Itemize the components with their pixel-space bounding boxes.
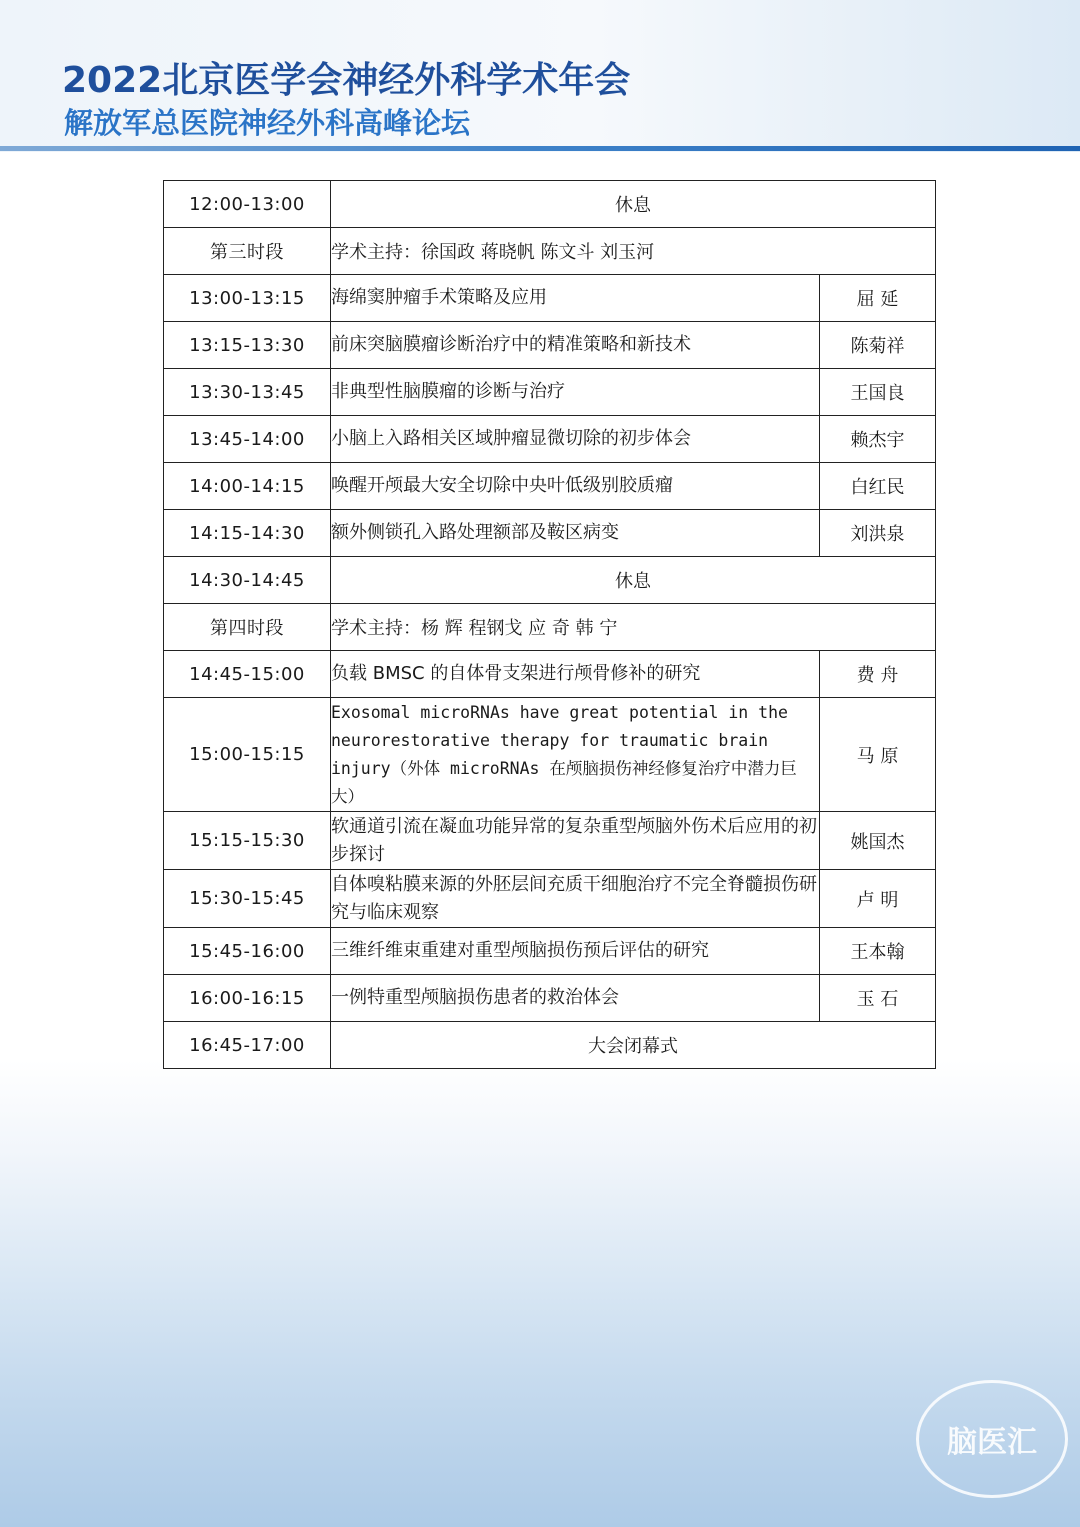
speaker-name: 赖杰宇 bbox=[820, 416, 936, 463]
break-label: 休息 bbox=[331, 557, 936, 604]
table-row bbox=[164, 870, 936, 928]
break-label: 休息 bbox=[331, 181, 936, 228]
session-time: 16:00-16:15 bbox=[164, 975, 331, 1022]
speaker-name: 白红民 bbox=[820, 463, 936, 510]
talk-topic: 一例特重型颅脑损伤患者的救治体会 bbox=[331, 975, 820, 1022]
session-block-label: 第四时段 bbox=[164, 604, 331, 651]
session-hosts: 学术主持：徐国政 蒋晓帆 陈文斗 刘玉河 bbox=[331, 228, 936, 275]
table-row bbox=[164, 275, 936, 322]
page-header bbox=[0, 0, 1080, 152]
session-time: 16:45-17:00 bbox=[164, 1022, 331, 1069]
session-time: 14:15-14:30 bbox=[164, 510, 331, 557]
session-block-label: 第三时段 bbox=[164, 228, 331, 275]
session-time: 14:45-15:00 bbox=[164, 651, 331, 698]
speaker-name: 马 原 bbox=[820, 698, 936, 812]
session-time: 12:00-13:00 bbox=[164, 181, 331, 228]
talk-topic: 额外侧锁孔入路处理额部及鞍区病变 bbox=[331, 510, 820, 557]
talk-topic: 小脑上入路相关区域肿瘤显微切除的初步体会 bbox=[331, 416, 820, 463]
table-row bbox=[164, 975, 936, 1022]
table-row bbox=[164, 1022, 936, 1069]
session-time: 14:00-14:15 bbox=[164, 463, 331, 510]
page-title: 2022北京医学会神经外科学术年会 bbox=[62, 60, 631, 101]
table-row bbox=[164, 228, 936, 275]
speaker-name: 王国良 bbox=[820, 369, 936, 416]
closing-ceremony-label: 大会闭幕式 bbox=[331, 1022, 936, 1069]
talk-topic: 软通道引流在凝血功能异常的复杂重型颅脑外伤术后应用的初步探讨 bbox=[331, 812, 820, 870]
session-time: 15:45-16:00 bbox=[164, 928, 331, 975]
session-time: 13:00-13:15 bbox=[164, 275, 331, 322]
speaker-name: 姚国杰 bbox=[820, 812, 936, 870]
page-subtitle: 解放军总医院神经外科高峰论坛 bbox=[64, 106, 471, 140]
speaker-name: 陈菊祥 bbox=[820, 322, 936, 369]
schedule-table bbox=[163, 180, 936, 1069]
watermark-logo: 脑医汇 bbox=[916, 1380, 1068, 1498]
session-time: 14:30-14:45 bbox=[164, 557, 331, 604]
speaker-name: 玉 石 bbox=[820, 975, 936, 1022]
table-row bbox=[164, 812, 936, 870]
speaker-name: 刘洪泉 bbox=[820, 510, 936, 557]
talk-topic: 前床突脑膜瘤诊断治疗中的精准策略和新技术 bbox=[331, 322, 820, 369]
table-row bbox=[164, 322, 936, 369]
table-row bbox=[164, 698, 936, 812]
table-row bbox=[164, 181, 936, 228]
talk-topic: 海绵窦肿瘤手术策略及应用 bbox=[331, 275, 820, 322]
table-row bbox=[164, 510, 936, 557]
table-row bbox=[164, 604, 936, 651]
speaker-name: 卢 明 bbox=[820, 870, 936, 928]
session-time: 13:45-14:00 bbox=[164, 416, 331, 463]
session-time: 15:15-15:30 bbox=[164, 812, 331, 870]
table-row bbox=[164, 416, 936, 463]
table-row bbox=[164, 463, 936, 510]
session-time: 15:30-15:45 bbox=[164, 870, 331, 928]
session-time: 15:00-15:15 bbox=[164, 698, 331, 812]
talk-topic: Exosomal microRNAs have great potential in the neurorestorative therapy for traumatic brain injury（外体 microRNAs 在颅脑损伤神经修复治疗中潜力巨大） bbox=[331, 698, 820, 812]
header-divider bbox=[0, 146, 1080, 151]
talk-topic: 自体嗅粘膜来源的外胚层间充质干细胞治疗不完全脊髓损伤研究与临床观察 bbox=[331, 870, 820, 928]
session-hosts: 学术主持：杨 辉 程钢戈 应 奇 韩 宁 bbox=[331, 604, 936, 651]
table-row bbox=[164, 369, 936, 416]
table-row bbox=[164, 928, 936, 975]
talk-topic: 三维纤维束重建对重型颅脑损伤预后评估的研究 bbox=[331, 928, 820, 975]
table-row bbox=[164, 651, 936, 698]
session-time: 13:15-13:30 bbox=[164, 322, 331, 369]
speaker-name: 王本翰 bbox=[820, 928, 936, 975]
talk-topic: 非典型性脑膜瘤的诊断与治疗 bbox=[331, 369, 820, 416]
session-time: 13:30-13:45 bbox=[164, 369, 331, 416]
talk-topic: 唤醒开颅最大安全切除中央叶低级别胶质瘤 bbox=[331, 463, 820, 510]
speaker-name: 屈 延 bbox=[820, 275, 936, 322]
table-row bbox=[164, 557, 936, 604]
speaker-name: 费 舟 bbox=[820, 651, 936, 698]
talk-topic: 负载 BMSC 的自体骨支架进行颅骨修补的研究 bbox=[331, 651, 820, 698]
